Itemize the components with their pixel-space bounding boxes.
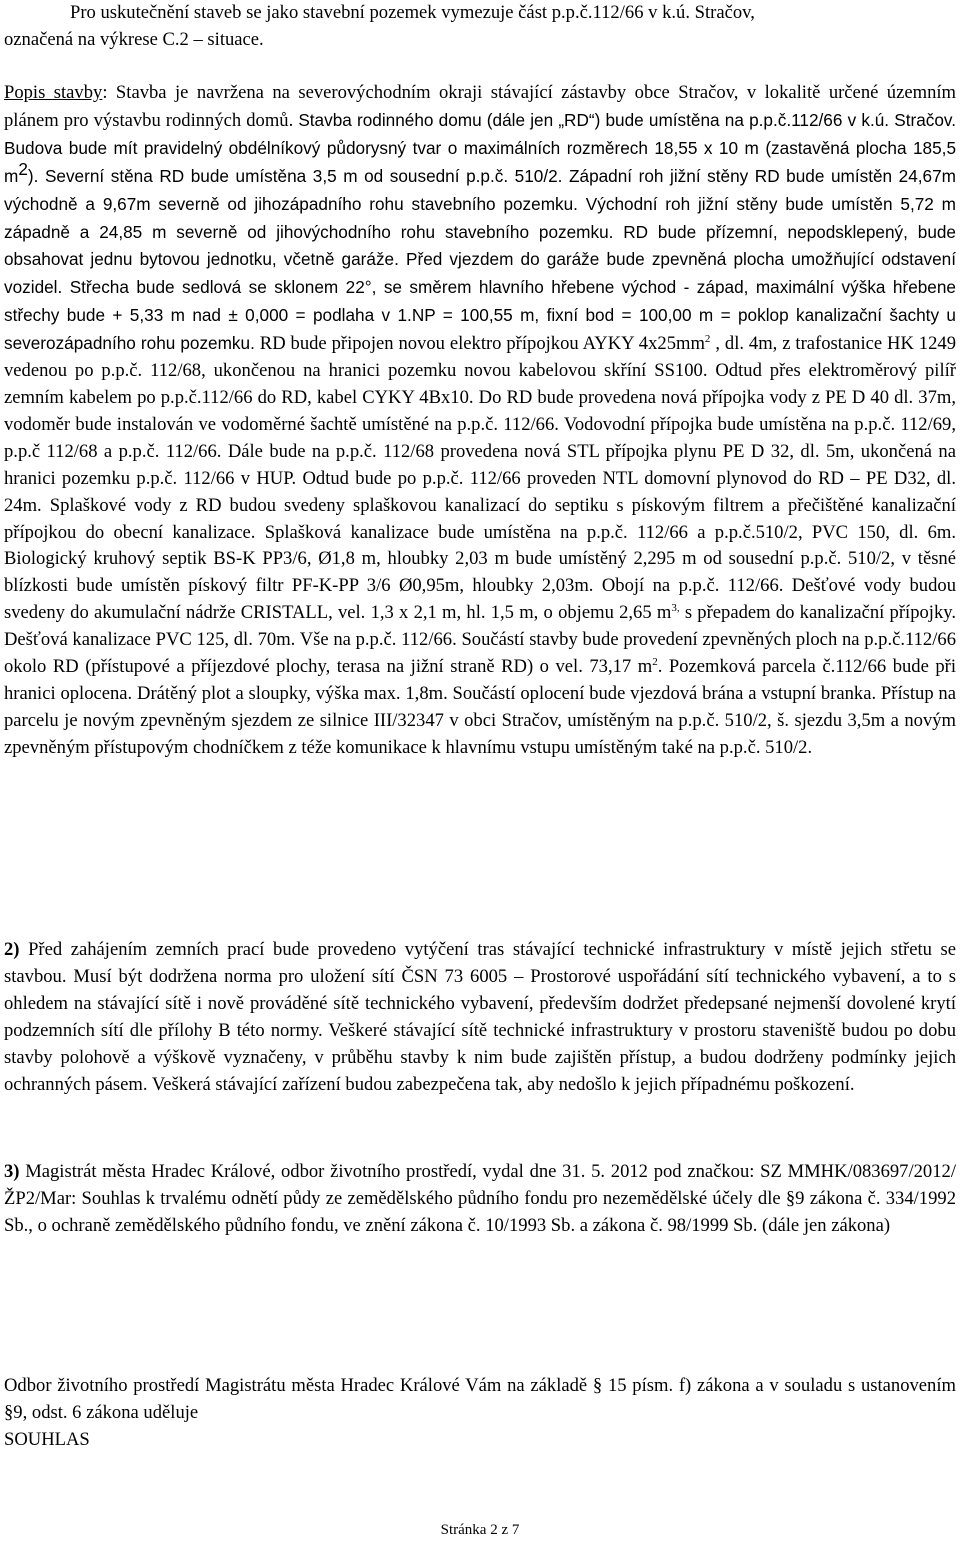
section-3-text: Magistrát města Hradec Králové, odbor životního prostředí, vydal dne 31. 5. 2012 pod značkou: SZ MMHK/083697/2012/ŽP2/Mar: Souhlas k trvalému odnětí půdy ze zemědělského půdního fondu pro nezemědělské účely dle §9 zákona č. 334/1992 Sb., o ochraně zemědělského půdního fondu, ve znění zákona č. 10/1993 Sb. a zákona č. 98/1999 Sb. (dále jen zákona) [4, 1161, 956, 1236]
building-description-paragraph [4, 80, 956, 762]
cable-superscript: 2 [704, 332, 711, 345]
area-superscript: 2 [18, 158, 28, 179]
section-2-text: Před zahájením zemních prací bude provedeno vytýčení tras stávající technické infrastruktury v místě jejich střetu se stavbou. Musí být dodržena norma pro uložení sítí ČSN 73 6005 – Prostorové uspořádání sítí technického vybavení, a to s ohledem na stávající sítě i nově prováděné sítě technického vybavení, především dodržet předepsané nejmenší dovolené krytí podzemních sítí dle přílohy B této normy. Veškeré stávající sítě technické infrastruktury v prostoru staveniště budou po dobu stavby polohově a výškově vyznačeny, v průběhu stavby k nim bude zajištěn přístup, a budou dodrženy podmínky jejich ochranných pásem. Veškerá stávající zařízení budou zabezpečena tak, aby nedošlo k jejich případnému poškození. [4, 939, 956, 1095]
page-footer: Stránka 2 z 7 [440, 1522, 520, 1538]
section-3-number: 3) [4, 1161, 20, 1182]
souhlas-heading: SOUHLAS [4, 1429, 90, 1450]
paved-area-superscript: 2 [652, 655, 658, 668]
building-description-text-e: . Pozemková parcela č.112/66 bude při hranici oplocena. Drátěný plot a sloupky, výška max. 1,8m. Součástí oplocení bude vjezdová brána a vstupní branka. Přístup na parcelu je novým zpevněným sjezdem ze silnice III/32347 v obci Stračov, umístěným na p.p.č. 510/2, š. sjezdu 3,5m a novým zpevněným přístupovým chodníčkem z téže komunikace k hlavnímu vstupu umístěným také na p.p.č. 510/2. [4, 656, 957, 758]
building-description-text-sans-a: Stavba rodinného domu (dále jen „RD“) bude umístěna na p.p.č.112/66 v k.ú. Stračov. Budova bude mít pravidelný obdélníkový půdorysný tvar o maximálních rozměrech 18,55 x 10 m (zastavěná plocha 185,5 m [4, 109, 956, 186]
building-description-text-d: s přepadem do kanalizační přípojky. Dešťová kanalizace PVC 125, dl. 70m. Vše na p.p.č. 112/66. Součástí stavby bude provedení zpevněných ploch na p.p.č.112/66 okolo RD (přístupové a příjezdové plochy, terasa na jižní straně RD) o vel. 73,17 m [4, 602, 956, 678]
building-description-text-a: : Stavba je navržena na severovýchodním okraji stávající zástavby obce Stračov, v lokalitě určené územním plánem pro výstavbu rodinných domů. [4, 82, 956, 131]
building-description-text-c: , dl. 4m, z trafostanice HK 1249 vedenou po p.p.č. 112/68, ukončenou na hranici pozemku novou kabelovou skříní SS100. Odtud přes elektroměrový pilíř zemním kabelem po p.p.č.112/66 do RD, kabel CYKY 4Bx10. Do RD bude provedena nová přípojka vody z PE D 40 dl. 37m, vodoměr bude instalován ve vodoměrné šachtě umístěné na p.p.č. 112/66. Vodovodní přípojka bude umístěna na p.p.č. 112/69, p.p.č 112/68 a p.p.č. 112/66. Dále bude na p.p.č. 112/68 provedena nová STL přípojka plynu PE D 32, dl. 5m, ukončená na hranici pozemku p.p.č. 112/66 v HUP. Odtud bude po p.p.č. 112/66 proveden NTL domovní plynovod do RD – PE D32, dl. 24m. Splaškové vody z RD budou svedeny splaškovou kanalizací do septiku s pískovým filtrem a přečištěné kanalizační přípojkou do obecní kanalizace. Splašková kanalizace bude umístěna na p.p.č. 112/66 a p.p.č.510/2, PVC 150, dl. 6m. Biologický kruhový septik BS-K PP3/6, Ø1,8 m, hloubky 2,03 m bude umístěný 2,295 m od sousední p.p.č. 510/2, v těsné blízkosti bude umístěn pískový filtr PF-K-PP 3/6 Ø0,95m, hloubky 2,03m. Obojí na p.p.č. 112/66. Dešťové vody budou svedeny do akumulační nádrže CRISTALL, vel. 1,3 x 2,1 m, hl. 1,5 m, o objemu 2,65 m [4, 333, 956, 624]
section-3-paragraph [4, 1159, 956, 1240]
building-description-text-sans-b: ). Severní stěna RD bude umístěna 3,5 m od sousední p.p.č. 510/2. Západní roh jižní stěny RD bude umístěn 24,67m východně a 9,67m severně od jihozápadního rohu stavebního pozemku. Východní roh jižní stěny bude umístěn 5,72 m západně a 24,85 m severně od jihovýchodního rohu stavebního pozemku. RD bude přízemní, nepodsklepený, bude obsahovat jednu bytovou jednotku, včetně garáže. Před vjezdem do garáže bude zpevněná plocha umožňující odstavení vozidel. Střecha bude sedlová se sklonem 22°, se směrem hlavního hřebene východ - západ, maximální výška hřebene střechy bude + 5,33 m nad ± 0,000 = podlaha v 1.NP = 100,55 m, fixní bod = 100,00 m = poklop kanalizační šachty u severozápadního rohu pozemku. [4, 165, 956, 354]
intro-line-1: Pro uskutečnění staveb se jako stavební pozemek vymezuje část p.p.č.112/66 v k.ú. Stračov, [70, 2, 755, 23]
section-2-number: 2) [4, 939, 20, 960]
building-description-text-b: RD bude připojen novou elektro přípojkou AYKY 4x25mm [254, 333, 705, 355]
building-description-label: Popis stavby [4, 82, 103, 103]
intro-line-2: označená na výkrese C.2 – situace. [4, 29, 264, 50]
section-2-paragraph [4, 937, 956, 1098]
odbor-paragraph: Odbor životního prostředí Magistrátu města Hradec Králové Vám na základě § 15 písm. f) zákona a v souladu s ustanovením §9, odst. 6 zákona uděluje [4, 1375, 956, 1423]
volume-superscript: 3, [671, 602, 680, 615]
